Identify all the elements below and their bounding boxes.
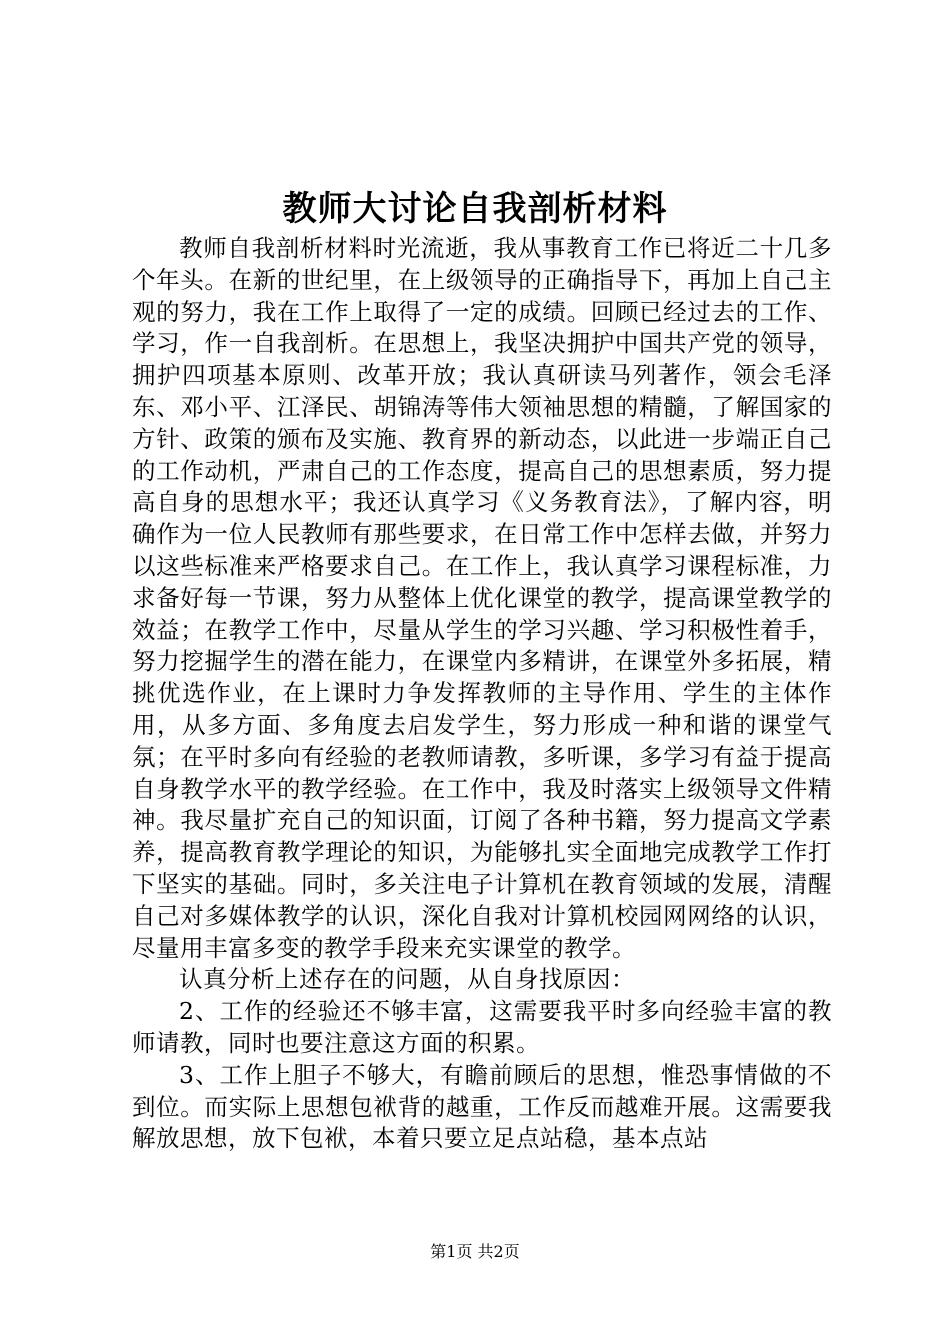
paragraph-point-3: 3、工作上胆子不够大，有瞻前顾后的思想，惟恐事情做的不到位。而实际上思想包袱背的越重，工作反而越难开展。这需要我解放思想，放下包袱，本着只要立足点站稳，基本点站 — [132, 1060, 832, 1153]
page-number-footer: 第1页 共2页 — [430, 1242, 520, 1261]
paragraph-point-2: 2、工作的经验还不够丰富，这需要我平时多向经验丰富的教师请教，同时也要注意这方面的积累。 — [132, 997, 832, 1057]
document-title: 教师大讨论自我剖析材料 — [282, 189, 668, 229]
document-body — [132, 233, 832, 1155]
paragraph-self-analysis: 教师自我剖析材料时光流逝，我从事教育工作已将近二十几多个年头。在新的世纪里，在上级领导的正确指导下，再加上自己主观的努力，我在工作上取得了一定的成绩。回顾已经过去的工作、学习，作一自我剖析。在思想上，我坚决拥护中国共产党的领导，拥护四项基本原则、改革开放；我认真研读马列著作，领会毛泽东、邓小平、江泽民、胡锦涛等伟大领袖思想的精髓，了解国家的方针、政策的颁布及实施、教育界的新动态，以此进一步端正自己的工作动机，严肃自己的工作态度，提高自己的思想素质，努力提高自身的思想水平；我还认真学习《义务教育法》，了解内容，明确作为一位人民教师有那些要求，在日常工作中怎样去做，并努力以这些标准来严格要求自己。在工作上，我认真学习课程标准，力求备好每一节课，努力从整体上优化课堂的教学，提高课堂教学的效益；在教学工作中，尽量从学生的学习兴趣、学习积极性着手，努力挖掘学生的潜在能力，在课堂内多精讲，在课堂外多拓展，精挑优选作业，在上课时力争发挥教师的主导作用、学生的主体作用，从多方面、多角度去启发学生，努力形成一种和谐的课堂气氛；在平时多向有经验的老教师请教，多听课，多学习有益于提高自身教学水平的教学经验。在工作中，我及时落实上级领导文件精神。我尽量扩充自己的知识面，订阅了各种书籍，努力提高文学素养，提高教育教学理论的知识，为能够扎实全面地完成教学工作打下坚实的基础。同时，多关注电子计算机在教育领域的发展，清醒自己对多媒体教学的认识，深化自我对计算机校园网网络的认识，尽量用丰富多变的教学手段来充实课堂的教学。 — [132, 234, 832, 962]
paragraph-analysis-intro: 认真分析上述存在的问题，从自身找原因： — [179, 965, 635, 994]
